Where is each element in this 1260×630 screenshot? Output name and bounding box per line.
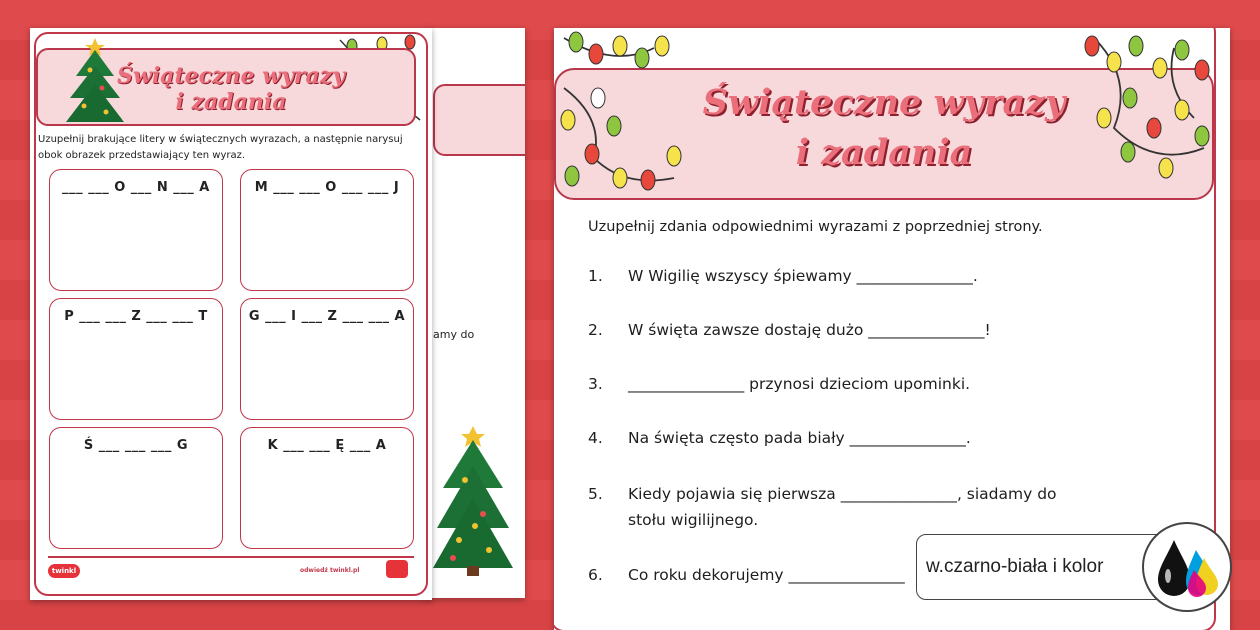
back-sheet-text-fragment: amy do xyxy=(433,328,475,341)
badge-label: w.czarno-biała i kolor xyxy=(926,556,1104,577)
word-box xyxy=(49,169,223,291)
word-box xyxy=(240,298,414,420)
word-puzzle: ___ ___ O ___ N ___ A xyxy=(62,180,210,195)
sentence-2: 2. W święta zawsze dostaję dużo _______________! xyxy=(588,321,991,339)
word-puzzle: G ___ I ___ Z ___ ___ A xyxy=(248,309,406,324)
twinkl-logo: twinkl xyxy=(48,564,80,578)
front-footer-line xyxy=(48,556,414,558)
worksheet-front xyxy=(30,28,432,600)
main-title-line1: Świąteczne wyrazy xyxy=(702,82,1066,123)
sentence-1: 1. W Wigilię wszyscy śpiewamy _______________. xyxy=(588,267,978,285)
word-box xyxy=(49,298,223,420)
front-title-line2: i zadania xyxy=(175,89,287,115)
main-instruction: Uzupełnij zdania odpowiednimi wyrazami z poprzedniej strony. xyxy=(588,219,1043,235)
color-version-badge xyxy=(916,534,1166,600)
word-puzzle: K ___ ___ Ę ___ A xyxy=(267,438,387,453)
christmas-tree-icon xyxy=(433,418,513,578)
sentence-5-continuation: stołu wigilijnego. xyxy=(628,511,759,529)
sentence-4: 4. Na święta często pada biały _______________. xyxy=(588,429,971,447)
word-puzzle: P ___ ___ Z ___ ___ T xyxy=(64,309,208,324)
back-sheet-banner xyxy=(433,84,525,156)
footer-url: odwiedź twinkl.pl xyxy=(300,567,360,574)
front-instruction: Uzupełnij brakujące litery w świątecznych wyrazach, a następnie narysuj obok obrazek przedstawiający ten wyraz. xyxy=(38,134,403,161)
front-title-line1: Świąteczne wyrazy xyxy=(117,63,345,89)
sentence-3: 3. _______________ przynosi dzieciom upominki. xyxy=(588,375,971,393)
sentence-5: 5. Kiedy pojawia się pierwsza _______________, siadamy do xyxy=(588,485,1057,503)
word-box xyxy=(240,169,414,291)
sentence-6: 6. Co roku dekorujemy _______________ xyxy=(588,566,905,584)
word-box xyxy=(240,427,414,549)
ink-drops-graphic xyxy=(1144,524,1230,610)
word-puzzle: Ś ___ ___ ___ G xyxy=(83,438,189,453)
word-box xyxy=(49,427,223,549)
worksheet-back-sheet xyxy=(425,28,525,598)
footer-badge-icon xyxy=(386,560,408,578)
word-puzzle: M ___ ___ O ___ ___ J xyxy=(254,180,400,195)
main-title-line2: i zadania xyxy=(795,132,973,173)
ink-drops-icon xyxy=(1142,522,1232,612)
